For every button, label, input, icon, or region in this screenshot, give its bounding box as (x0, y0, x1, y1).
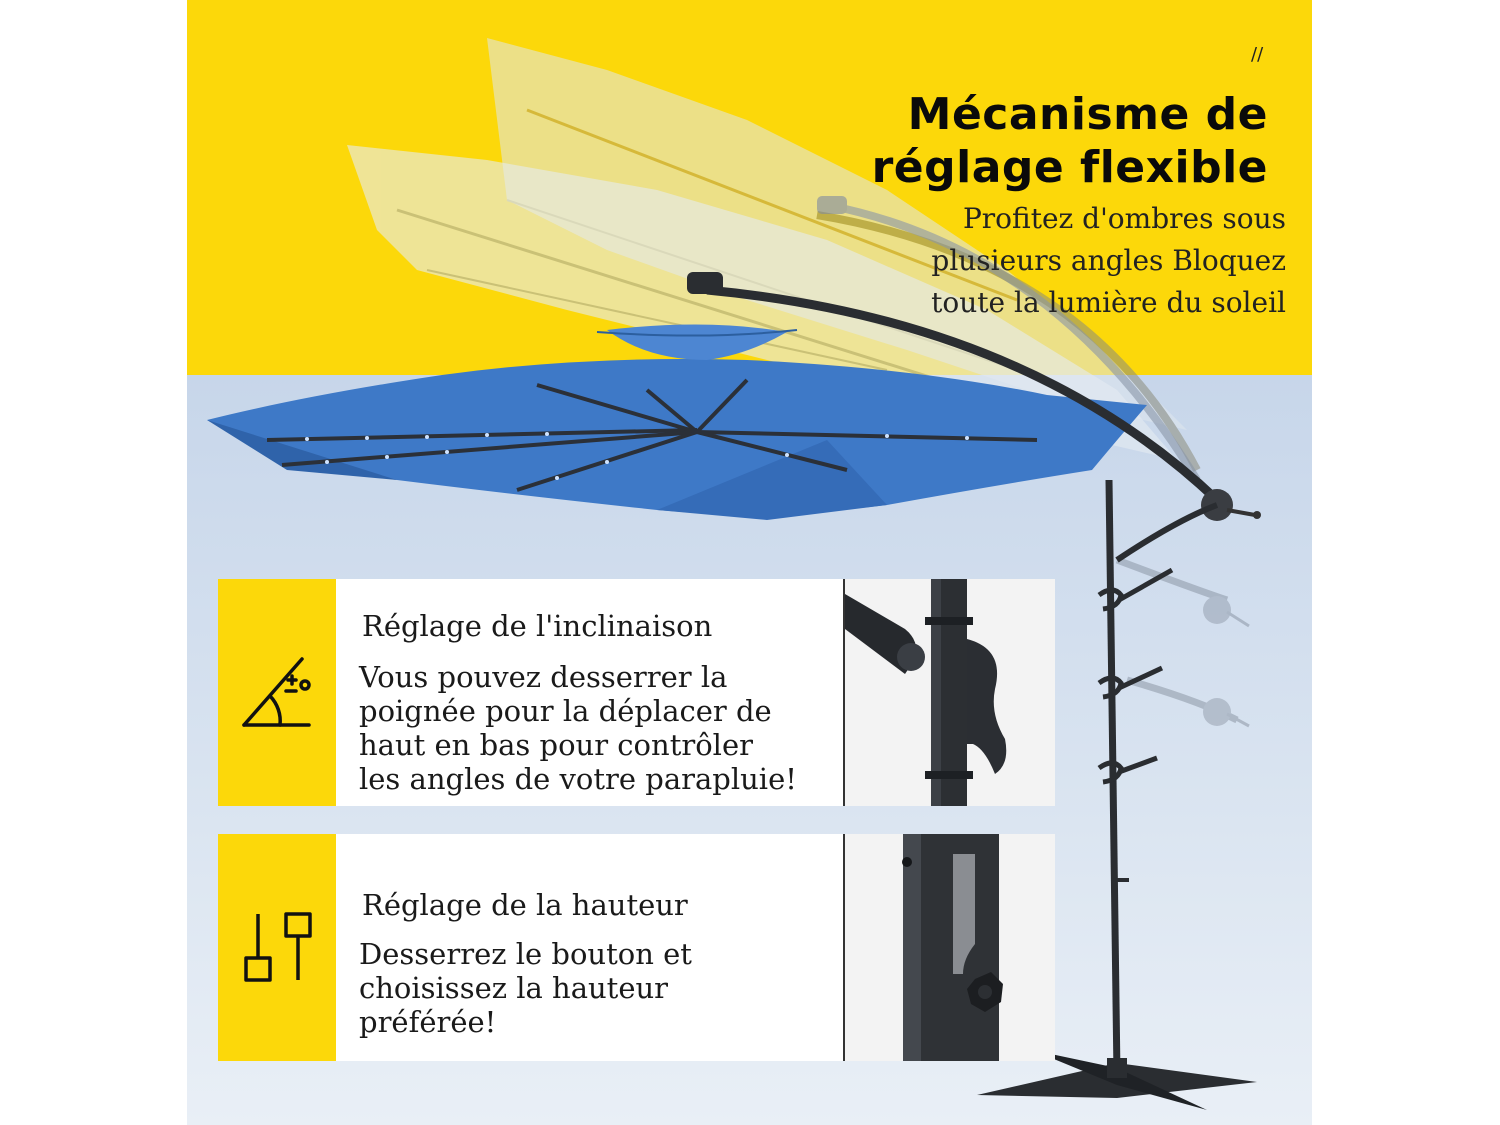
feature-heading-tilt: Réglage de l'inclinaison (362, 609, 713, 643)
feature-text-line: les angles de votre parapluie! (359, 762, 797, 796)
feature-text-line: Vous pouvez desserrer la (359, 660, 728, 694)
feature-icon-box (218, 579, 336, 806)
feature-card-tilt (218, 579, 1055, 806)
subheadline-line-1: Profitez d'ombres sous (962, 202, 1286, 235)
tilt-angle-icon (218, 579, 336, 806)
feature-card-height (218, 834, 1055, 1061)
headline (872, 88, 1268, 194)
feature-text-line: Desserrez le bouton et (359, 937, 692, 971)
pole (1099, 480, 1217, 1075)
tilt-handle-photo (843, 579, 1055, 806)
corner-mark: // (1251, 44, 1264, 65)
feature-text-line: haut en bas pour contrôler (359, 728, 753, 762)
subheadline-line-3: toute la lumière du soleil (931, 286, 1286, 319)
height-knob-photo (843, 834, 1055, 1061)
feature-text-tilt (359, 660, 799, 796)
subheadline-line-2: plusieurs angles Bloquez (931, 244, 1286, 277)
feature-text-line: poignée pour la déplacer de (359, 694, 772, 728)
feature-text-line: choisissez la hauteur préférée! (359, 971, 669, 1039)
product-image (187, 0, 1312, 1125)
ghost-handles (1117, 560, 1249, 726)
headline-line-2: réglage flexible (871, 142, 1268, 193)
feature-heading-height: Réglage de la hauteur (362, 888, 688, 922)
headline-line-1: Mécanisme de (907, 89, 1268, 140)
height-adjust-icon (218, 834, 336, 1061)
subheadline (866, 198, 1286, 324)
feature-text-height (359, 937, 799, 1039)
feature-icon-box (218, 834, 336, 1061)
